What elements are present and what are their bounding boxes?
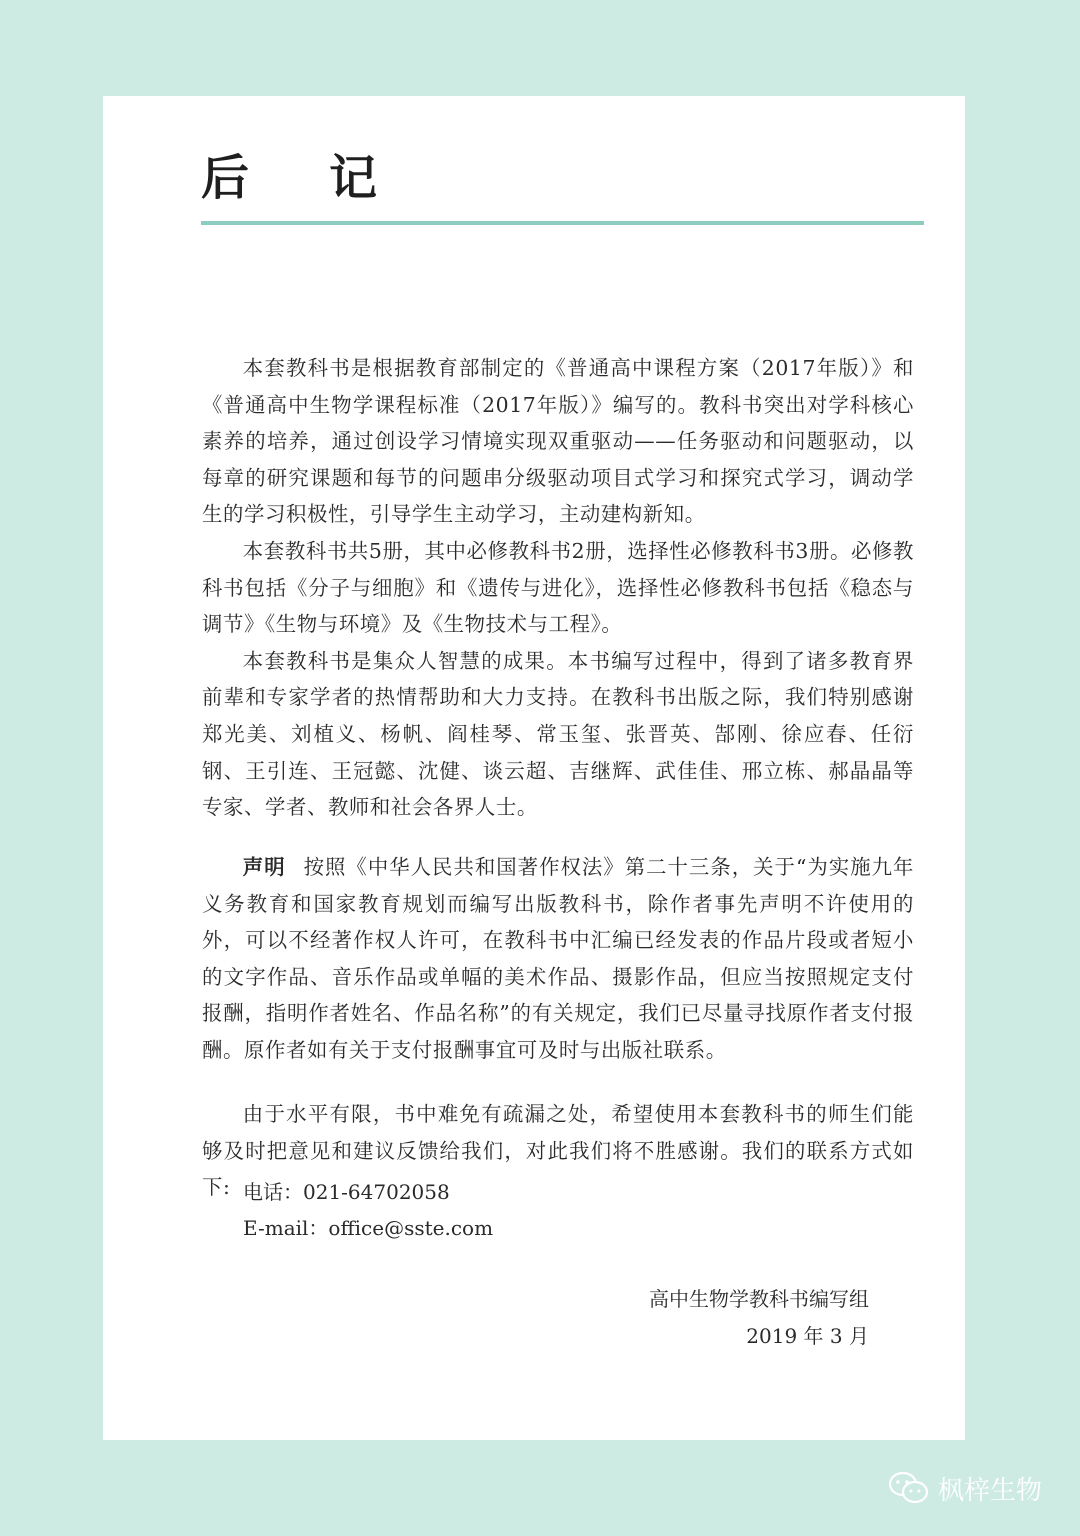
contact-phone: 电话：021-64702058: [243, 1180, 450, 1204]
signature-date: 2019 年 3 月: [746, 1324, 869, 1348]
page-title: 后记: [201, 150, 458, 206]
intro-section: [202, 350, 914, 826]
signature-org: 高中生物学教科书编写组: [649, 1287, 869, 1311]
watermark-text: 枫梓生物: [938, 1475, 1043, 1506]
declaration-text: 按照《中华人民共和国著作权法》第二十三条，关于“为实施九年义务教育和国家教育规划而编写出版教科书，除作者事先声明不许使用的外，可以不经著作权人许可，在教科书中汇编已经发表的作品片段或者短小的文字作品、音乐作品或单幅的美术作品、摄影作品，但应当按照规定支付报酬，指明作者姓名、作品名称”的有关规定，我们已尽量寻找原作者支付报酬。原作者如有关于支付报酬事宜可及时与出版社联系。: [202, 855, 914, 1062]
intro-paragraph-2: 本套教科书共5册，其中必修教科书2册，选择性必修教科书3册。必修教科书包括《分子与细胞》和《遗传与进化》，选择性必修教科书包括《稳态与调节》《生物与环境》及《生物技术与工程》。: [202, 538, 914, 637]
title-divider: [201, 221, 924, 225]
document-page: [103, 96, 965, 1440]
watermark: [888, 1468, 1042, 1508]
declaration-label: 声明: [242, 855, 286, 879]
declaration-section: [202, 849, 914, 1069]
closing-paragraph: 由于水平有限，书中难免有疏漏之处，希望使用本套教科书的师生们能够及时把意见和建议反馈给我们，对此我们将不胜感谢。我们的联系方式如下:: [202, 1102, 914, 1200]
declaration-paragraph: [202, 849, 914, 1069]
contact-email: E-mail：office@sste.com: [243, 1216, 494, 1240]
intro-paragraph-3: 本套教科书是集众人智慧的成果。本书编写过程中，得到了诸多教育界前辈和专家学者的热情帮助和大力支持。在教科书出版之际，我们特别感谢郑光美、刘植义、杨帆、阎桂琴、常玉玺、张晋英、郜刚、徐应春、任衍钢、王引连、王冠懿、沈健、谈云超、吉继辉、武佳佳、邢立栋、郝晶晶等专家、学者、教师和社会各界人士。: [202, 648, 914, 820]
intro-paragraph-1: 本套教科书是根据教育部制定的《普通高中课程方案（2017年版）》和《普通高中生物学课程标准（2017年版）》编写的。教科书突出对学科核心素养的培养，通过创设学习情境实现双重驱动——任务驱动和问题驱动，以每章的研究课题和每节的问题串分级驱动项目式学习和探究式学习，调动学生的学习积极性，引导学生主动学习，主动建构新知。: [202, 356, 914, 527]
wechat-icon: [888, 1470, 930, 1506]
